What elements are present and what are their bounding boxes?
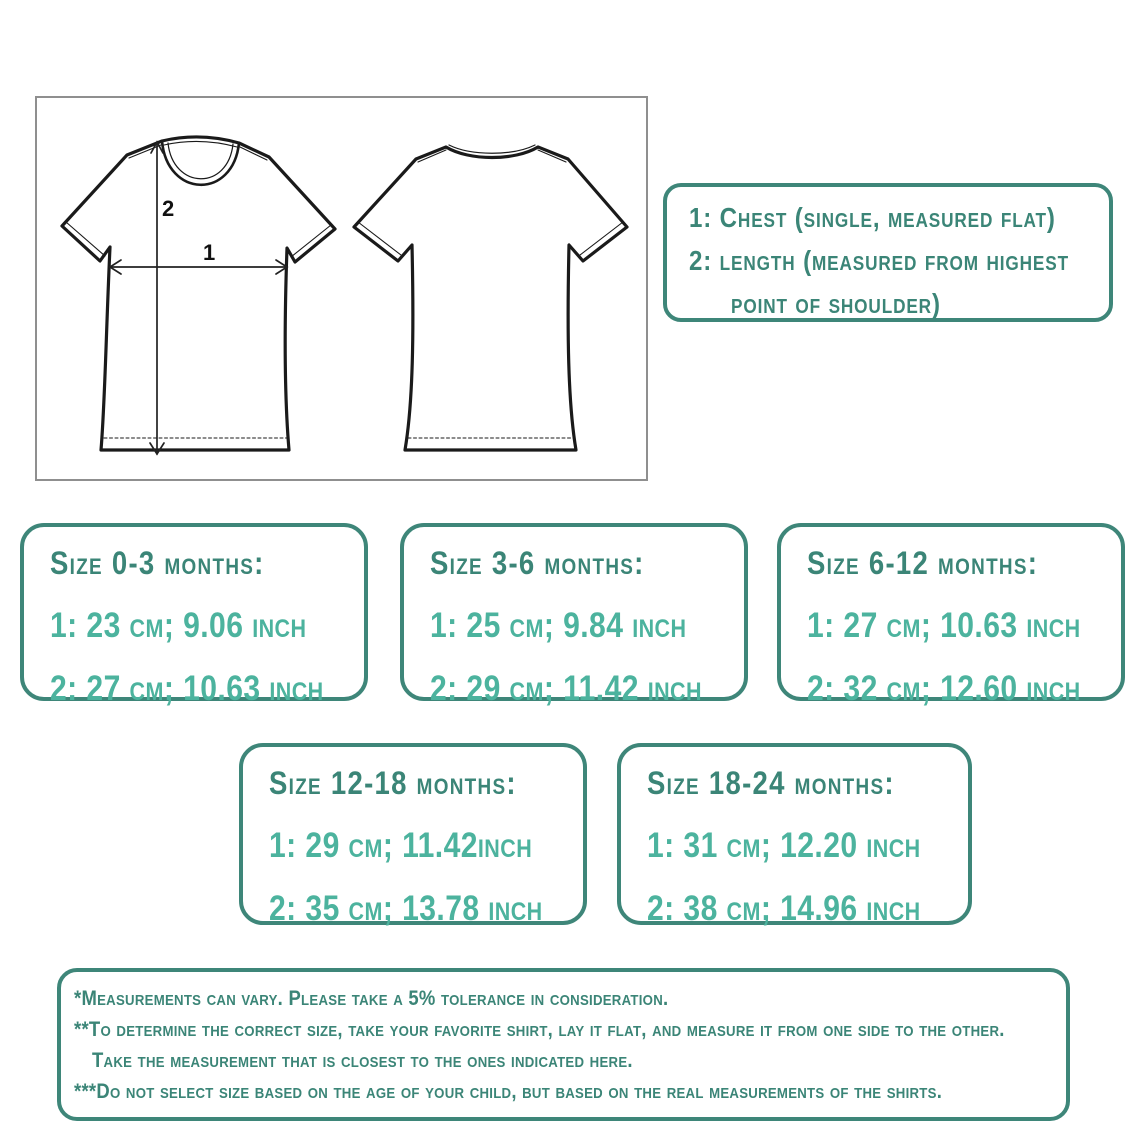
note-tolerance: *Measurements can vary. Please take a 5% tolerance in consideration. <box>74 987 669 1010</box>
note-how-to-measure-cont: Take the measurement that is closest to the ones indicated here. <box>92 1049 633 1072</box>
size-box-title: Size 12-18 months: <box>269 765 517 801</box>
chest-arrow-label: 1 <box>203 240 216 265</box>
chest-measurement: 1: 27 cm; 10.63 inch <box>807 606 1081 645</box>
legend-line-length: 2: length (measured from highest <box>689 245 1069 276</box>
note-how-to-measure: **To determine the correct size, take your favorite shirt, lay it flat, and measure it from one side to the other. <box>74 1018 1005 1041</box>
length-measurement: 2: 38 cm; 14.96 inch <box>647 889 921 928</box>
length-measurement: 2: 27 cm; 10.63 inch <box>50 669 324 708</box>
size-box-title: Size 6-12 months: <box>807 545 1039 581</box>
size-box-3-6-months <box>400 523 748 708</box>
chest-measurement: 1: 25 cm; 9.84 inch <box>430 606 687 645</box>
chest-measurement: 1: 29 cm; 11.42inch <box>269 826 533 865</box>
size-box-12-18-months <box>239 743 587 928</box>
tshirt-front-diagram <box>62 137 335 450</box>
tshirt-technical-drawing <box>37 98 646 479</box>
chest-measurement: 1: 23 cm; 9.06 inch <box>50 606 307 645</box>
tshirt-back-diagram <box>354 145 627 450</box>
measurement-notes-box <box>57 968 1070 1121</box>
size-box-title: Size 0-3 months: <box>50 545 265 581</box>
chest-measurement: 1: 31 cm; 12.20 inch <box>647 826 921 865</box>
size-box-6-12-months <box>777 523 1125 708</box>
length-arrow-label: 2 <box>162 196 175 221</box>
measurement-legend-box <box>663 183 1113 322</box>
garment-diagram-panel <box>35 96 648 481</box>
size-box-title: Size 18-24 months: <box>647 765 895 801</box>
size-box-title: Size 3-6 months: <box>430 545 645 581</box>
legend-line-chest: 1: Chest (single, measured flat) <box>689 202 1056 233</box>
length-measurement: 2: 32 cm; 12.60 inch <box>807 669 1081 708</box>
length-measurement: 2: 35 cm; 13.78 inch <box>269 889 543 928</box>
size-box-18-24-months <box>617 743 972 928</box>
size-box-0-3-months <box>20 523 368 708</box>
note-size-selection: ***Do not select size based on the age of your child, but based on the real measurements of the shirts. <box>74 1080 943 1103</box>
length-measurement: 2: 29 cm; 11.42 inch <box>430 669 702 708</box>
legend-line-length-cont: point of shoulder) <box>731 288 941 319</box>
